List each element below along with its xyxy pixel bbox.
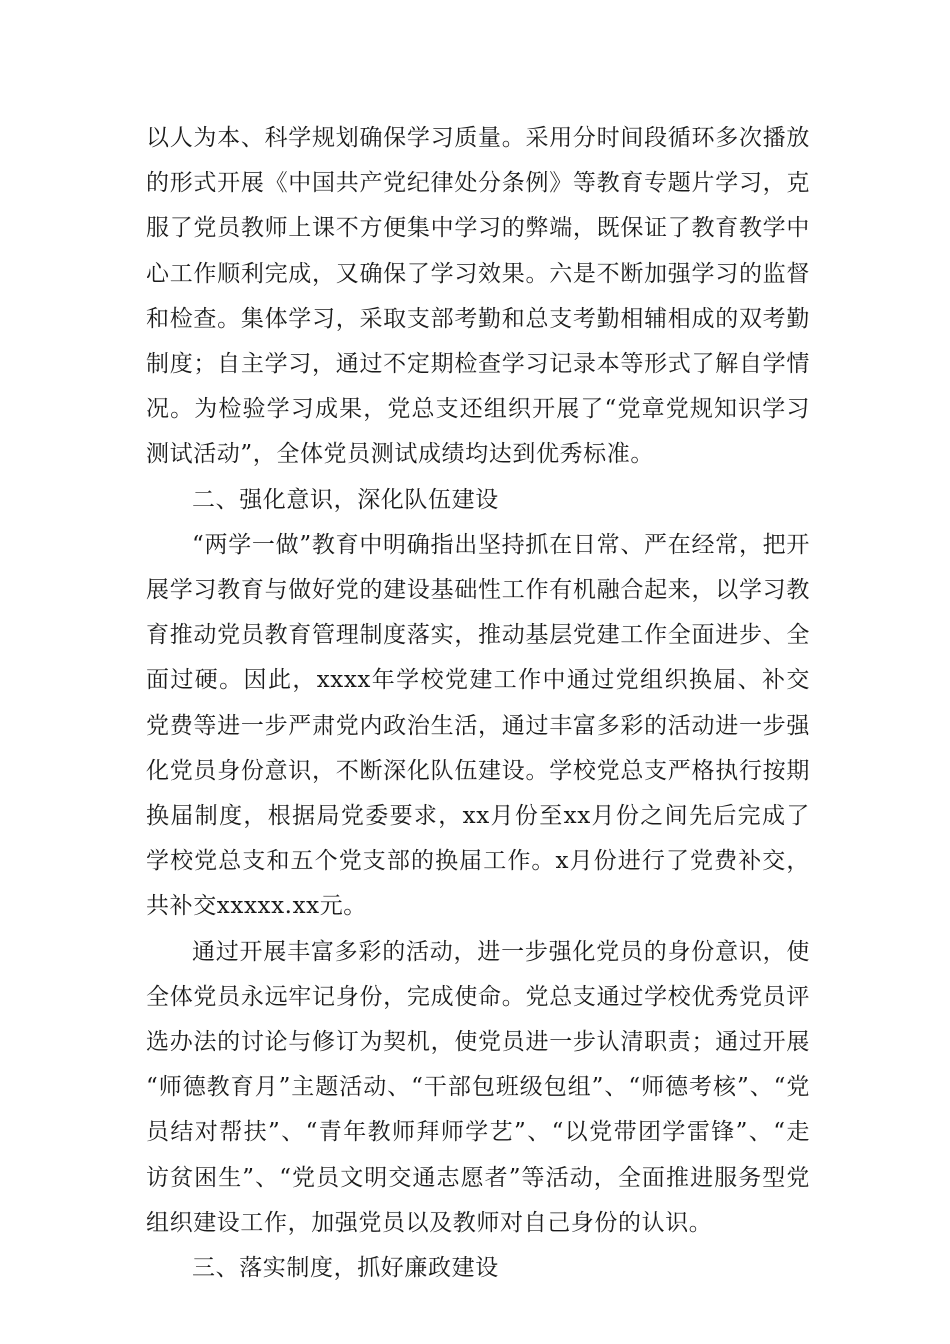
section-heading-2: 二、强化意识，深化队伍建设 — [192, 486, 499, 513]
document-body — [146, 116, 810, 1291]
paragraph-continuation: 以人为本、科学规划确保学习质量。采用分时间段循环多次播放的形式开展《中国共产党纪律处分条例》等教育专题片学习，克服了党员教师上课不方便集中学习的弊端，既保证了教育教学中心工作顺利完成，又确保了学习效果。六是不断加强学习的监督和检查。集体学习，采取支部考勤和总支考勤相辅相成的双考勤制度；自主学习，通过不定期检查学习记录本等形式了解自学情况。为检验学习成果，党总支还组织开展了“党章党规知识学习测试活动”，全体党员测试成绩均达到优秀标准。 — [146, 125, 810, 468]
paragraph: “两学一做”教育中明确指出坚持抓在日常、严在经常，把开展学习教育与做好党的建设基础性工作有机融合起来，以学习教育推动党员教育管理制度落实，推动基层党建工作全面进步、全面过硬。因此，xxxx年学校党建工作中通过党组织换届、补交党费等进一步严肃党内政治生活，通过丰富多彩的活动进一步强化党员身份意识，不断深化队伍建设。学校党总支严格执行按期换届制度，根据局党委要求，xx月份至xx月份之间先后完成了学校党总支和五个党支部的换届工作。x月份进行了党费补交，共补交xxxxx.xx元。 — [146, 531, 810, 920]
section-heading-3: 三、落实制度，抓好廉政建设 — [192, 1255, 499, 1282]
paragraph: 通过开展丰富多彩的活动，进一步强化党员的身份意识，使全体党员永远牢记身份，完成使命。党总支通过学校优秀党员评选办法的讨论与修订为契机，使党员进一步认清职责；通过开展 “师德教育月”主题活动、“干部包班级包组”、“师德考核”、“党员结对帮扶”、“青年教师拜师学艺”、“以党带团学雷锋”、“走访贫困生”、“党员文明交通志愿者”等活动，全面推进服务型党组织建设工作，加强党员以及教师对自己身份的认识。 — [146, 938, 810, 1236]
